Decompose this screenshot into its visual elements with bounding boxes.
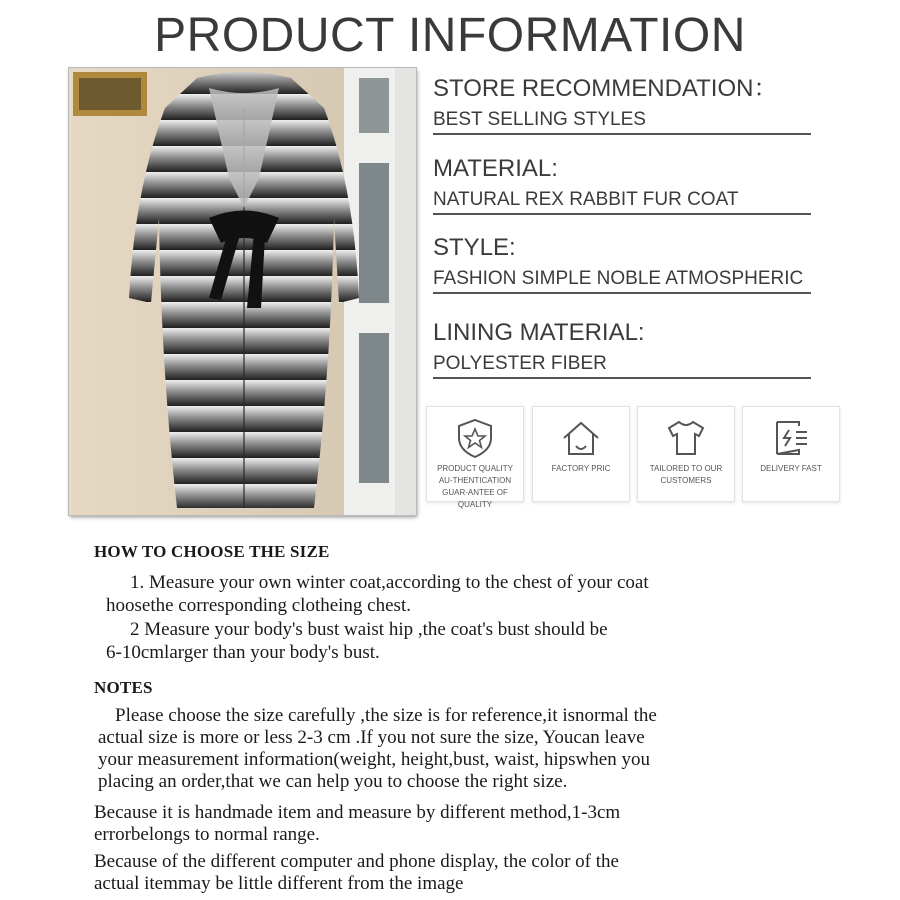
- style-field: [433, 233, 813, 294]
- badge-quality: [426, 406, 524, 509]
- page-title: PRODUCT INFORMATION: [154, 9, 746, 62]
- feature-badges: [424, 406, 844, 509]
- info-value: BEST SELLING STYLES: [433, 108, 811, 135]
- material-field: [433, 154, 813, 215]
- badge-label: DELIVERY FAST: [760, 464, 822, 473]
- badge-label: TAILORED TO OUR CUSTOMERS: [649, 464, 723, 485]
- badge-label: PRODUCT QUALITY AU-THENTICATION GUAR-ANTEE OF QUALITY: [437, 464, 513, 509]
- info-label: STORE RECOMMENDATION：: [433, 75, 778, 102]
- notes-line: Please choose the size carefully ,the size is for reference,it isnormal the: [115, 705, 657, 726]
- badge-label: FACTORY PRIC: [551, 464, 611, 473]
- info-value: FASHION SIMPLE NOBLE ATMOSPHERIC: [433, 267, 811, 294]
- lining-material-field: [433, 318, 813, 379]
- badge-factory-price: [532, 406, 630, 502]
- notes-line: actual itemmay be little different from the image: [94, 873, 464, 894]
- info-label: STYLE:: [433, 234, 516, 261]
- info-value: POLYESTER FIBER: [433, 352, 811, 379]
- size-guide-line: 2 Measure your body's bust waist hip ,the coat's bust should be: [130, 619, 608, 640]
- notes-line: Because of the different computer and phone display, the color of the: [94, 851, 619, 872]
- house-icon: [559, 416, 603, 460]
- size-guide-line: 6-10cmlarger than your body's bust.: [106, 642, 380, 663]
- notes-line: actual size is more or less 2-3 cm .If you not sure the size, Youcan leave: [98, 727, 645, 748]
- notes-line: Because it is handmade item and measure by different method,1-3cm: [94, 802, 621, 823]
- size-guide-heading: HOW TO CHOOSE THE SIZE: [94, 542, 330, 561]
- badge-tailored: [637, 406, 735, 502]
- notes-line: placing an order,that we can help you to choose the right size.: [98, 771, 568, 792]
- tshirt-icon: [664, 416, 708, 460]
- product-photo: [69, 68, 416, 515]
- info-label: MATERIAL:: [433, 155, 558, 182]
- size-guide-line: 1. Measure your own winter coat,according to the chest of your coat: [130, 572, 649, 593]
- notes-line: errorbelongs to normal range.: [94, 824, 320, 845]
- info-label: LINING MATERIAL:: [433, 319, 645, 346]
- notes-heading: NOTES: [94, 678, 153, 697]
- shield-star-icon: [453, 416, 497, 460]
- store-recommendation-field: [433, 74, 813, 135]
- badge-delivery: [742, 406, 840, 502]
- size-guide-line: hoosethe corresponding clotheing chest.: [106, 595, 411, 616]
- delivery-icon: [769, 416, 813, 460]
- notes-line: your measurement information(weight, height,bust, waist, hipswhen you: [98, 749, 650, 770]
- info-value: NATURAL REX RABBIT FUR COAT: [433, 188, 811, 215]
